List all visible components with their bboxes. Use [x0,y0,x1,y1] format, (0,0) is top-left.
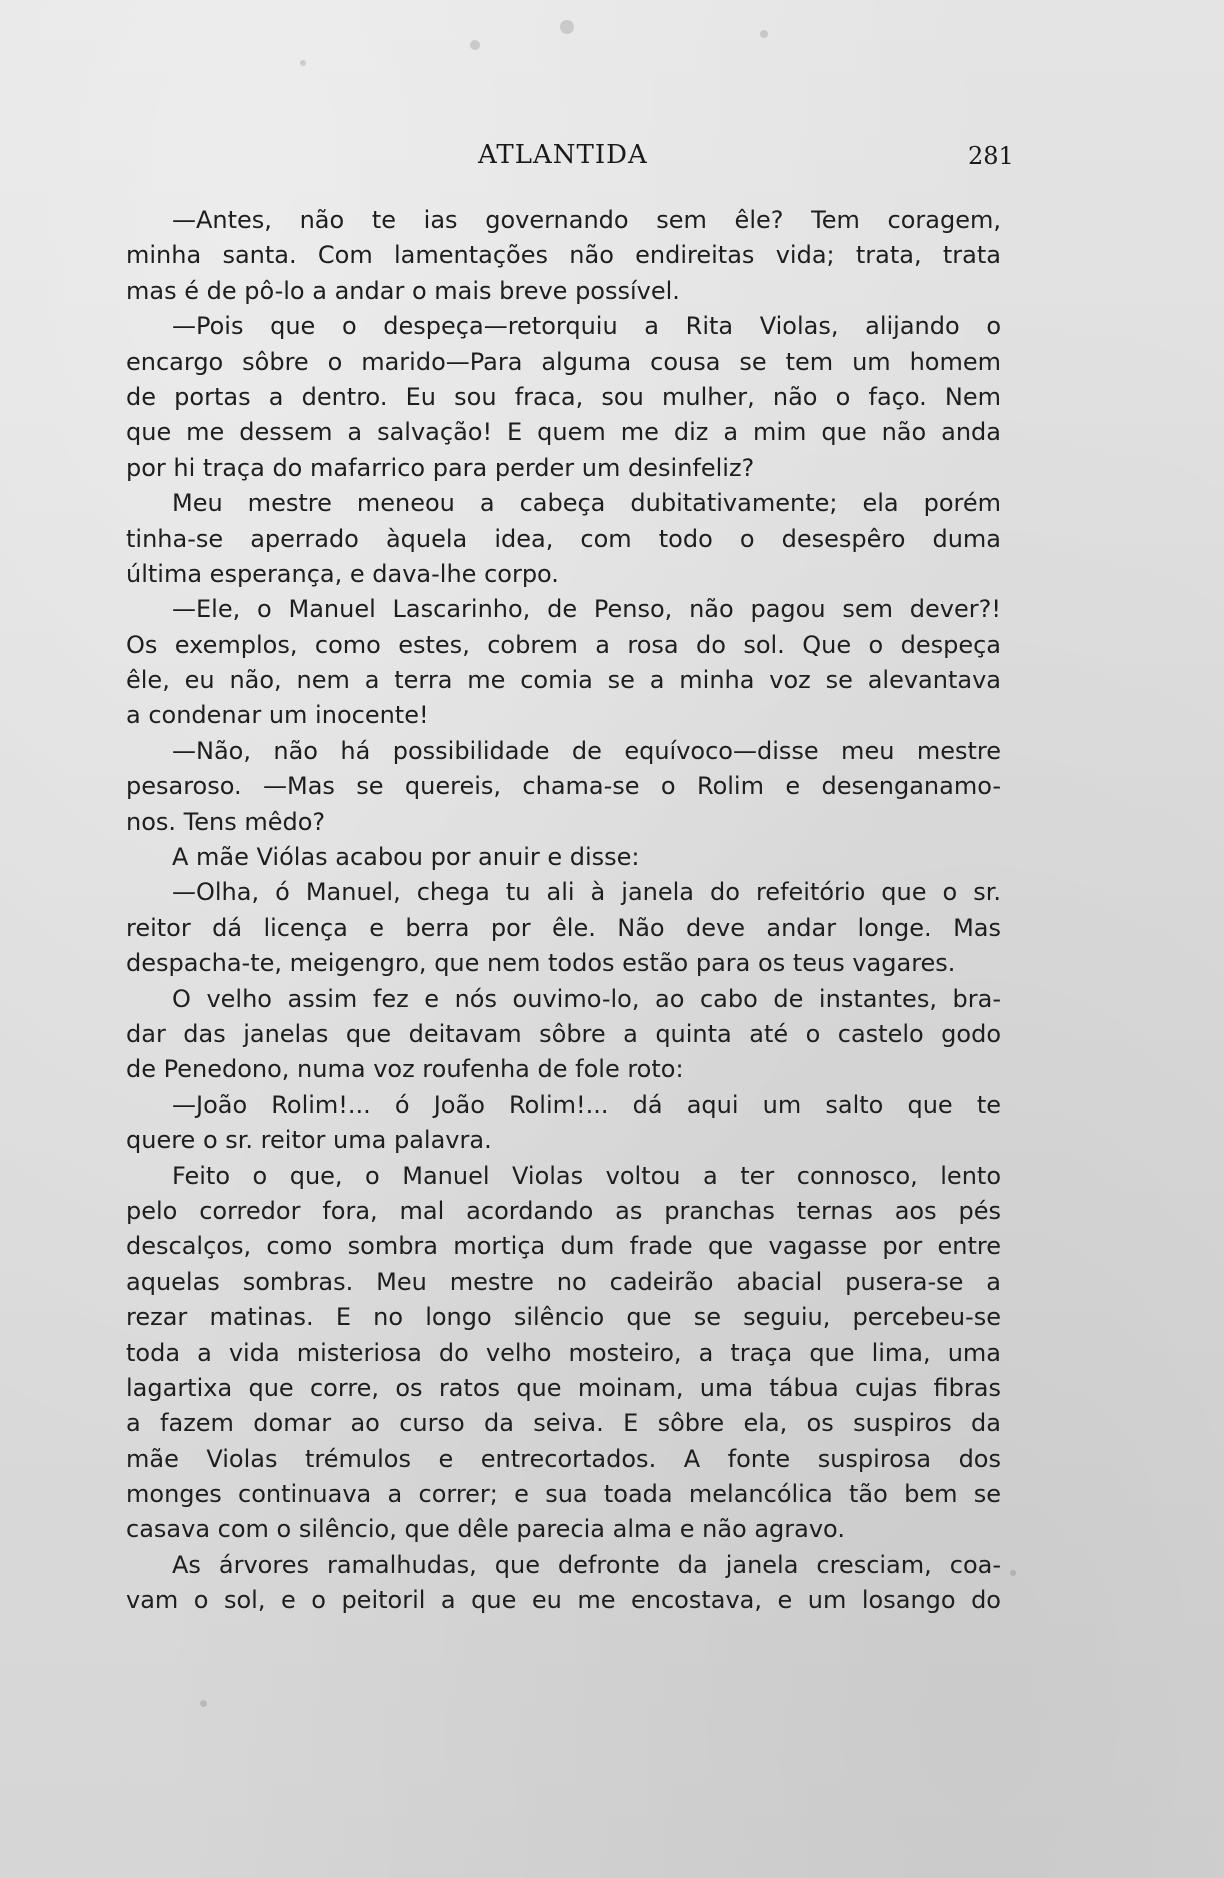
text-line: última esperança, e dava-lhe corpo. [126,559,559,588]
text-line: —Olha, ó Manuel, chega tu ali à janela do refeitório que o sr. [172,878,1001,907]
text-line: pelo corredor fora, mal acordando as pranchas ternas aos pés [126,1196,1001,1225]
text-line: lagartixa que corre, os ratos que moinam, uma tábua cujas fibras [126,1373,1001,1402]
text-line: por hi traça do mafarrico para perder um desinfeliz? [126,453,755,482]
paper-speck [560,20,574,34]
paper-speck [1010,1570,1016,1576]
paper-speck [300,60,306,66]
running-title: ATLANTIDA [478,140,648,170]
text-line: toda a vida misteriosa do velho mosteiro, a traça que lima, uma [126,1338,1001,1367]
text-line: mas é de pô-lo a andar o mais breve possível. [126,276,680,305]
text-line: encargo sôbre o marido—Para alguma cousa se tem um homem [126,347,1001,376]
text-line: de portas a dentro. Eu sou fraca, sou mulher, não o faço. Nem [126,382,1001,411]
text-line: Os exemplos, como estes, cobrem a rosa do sol. Que o despeça [126,630,1001,659]
text-line: mãe Violas trémulos e entrecortados. A fonte suspirosa dos [126,1444,1001,1473]
paper-speck [760,30,768,38]
text-line: Feito o que, o Manuel Violas voltou a ter connosco, lento [172,1161,1001,1190]
text-line: tinha-se aperrado àquela idea, com todo o desespêro duma [126,524,1001,553]
text-line: —Antes, não te ias governando sem êle? Tem coragem, [172,206,1001,234]
text-line: descalços, como sombra mortiça dum frade que vagasse por entre [126,1232,1001,1261]
text-line: despacha-te, meigengro, que nem todos estão para os teus vagares. [126,949,956,978]
text-line: As árvores ramalhudas, que defronte da janela cresciam, coa- [172,1550,1001,1579]
text-line: a fazem domar ao curso da seiva. E sôbre ela, os suspiros da [126,1409,1001,1438]
text-line: —João Rolim!... ó João Rolim!... dá aqui um salto que te [172,1090,1001,1119]
page-number: 281 [968,142,1014,170]
text-line: rezar matinas. E no longo silêncio que se seguiu, percebeu-se [126,1303,1001,1332]
text-line: a condenar um inocente! [126,701,429,730]
paper-speck [470,40,480,50]
text-line: dar das janelas que deitavam sôbre a quinta até o castelo godo [126,1019,1001,1048]
text-line: quere o sr. reitor uma palavra. [126,1126,492,1155]
text-line: pesaroso. —Mas se quereis, chama-se o Rolim e desenganamo- [126,772,1001,801]
text-line: nos. Tens mêdo? [126,807,326,836]
text-line: vam o sol, e o peitoril a que eu me encostava, e um losango do [126,1586,1001,1615]
text-line: de Penedono, numa voz roufenha de fole roto: [126,1055,684,1084]
text-line: êle, eu não, nem a terra me comia se a minha voz se alevantava [126,666,1001,695]
text-line: monges continuava a correr; e sua toada melancólica tão bem se [126,1480,1001,1509]
text-line: que me dessem a salvação! E quem me diz a mim que não anda [126,418,1001,447]
text-line: casava com o silêncio, que dêle parecia alma e não agravo. [126,1515,845,1544]
text-line: —Ele, o Manuel Lascarinho, de Penso, não pagou sem dever?! [172,595,1001,624]
paper-speck [200,1700,207,1707]
page-header [0,140,1224,180]
text-line: —Não, não há possibilidade de equívoco—disse meu mestre [172,736,1001,765]
text-line: aquelas sombras. Meu mestre no cadeirão abacial pusera-se a [126,1267,1001,1296]
text-line: minha santa. Com lamentações não endireitas vida; trata, trata [126,241,1001,270]
text-line: O velho assim fez e nós ouvimo-lo, ao cabo de instantes, bra- [172,984,1001,1013]
text-line: A mãe Viólas acabou por anuir e disse: [172,843,640,872]
text-line: reitor dá licença e berra por êle. Não deve andar longe. Mas [126,913,1001,942]
text-line: —Pois que o despeça—retorquiu a Rita Violas, alijando o [172,312,1001,341]
text-line: Meu mestre meneou a cabeça dubitativamente; ela porém [172,489,1001,518]
text-block [126,203,1001,1619]
